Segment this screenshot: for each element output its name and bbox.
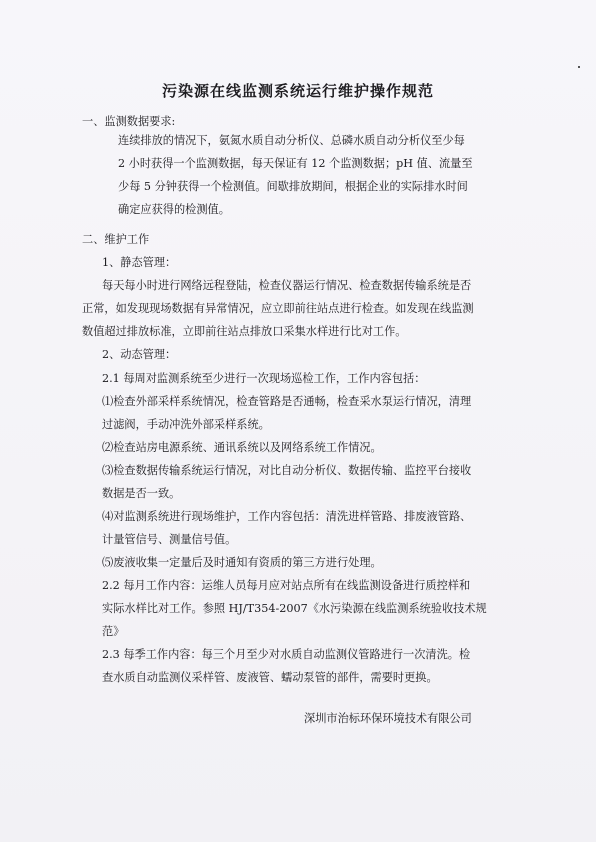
dynamic-line: ⑷对监测系统进行现场维护，工作内容包括：清洗进样管路、排废液管路、 bbox=[102, 510, 472, 523]
section1-line: 连续排放的情况下，氨氮水质自动分析仪、总磷水质自动分析仪至少每 bbox=[118, 134, 465, 147]
static-line: 每天每小时进行网络远程登陆，检查仪器运行情况、检查数据传输系统是否 bbox=[102, 279, 472, 292]
static-line: 正常，如发现现场数据有异常情况，应立即前往站点进行检查。如发现在线监测 bbox=[82, 302, 474, 315]
dynamic-line: 2.3 每季工作内容：每三个月至少对水质自动监测仪管路进行一次清洗。检 bbox=[102, 648, 471, 661]
section1-line: 少每 5 分钟获得一个检测值。间歇排放期间，根据企业的实际排水时间 bbox=[118, 180, 468, 193]
dynamic-line: 计量管信号、测量信号值。 bbox=[102, 533, 237, 546]
company-signature: 深圳市治标环保环境技术有限公司 bbox=[304, 712, 472, 725]
section1-line: 确定应获得的检测值。 bbox=[118, 203, 230, 216]
document-title: 污染源在线监测系统运行维护操作规范 bbox=[161, 82, 434, 100]
dynamic-line: ⑴检查外部采样系统情况，检查管路是否通畅，检查采水泵运行情况，清理 bbox=[102, 395, 472, 408]
dynamic-line: 数据是否一致。 bbox=[102, 487, 181, 500]
dynamic-line: ⑸废液收集一定量后及时通知有资质的第三方进行处理。 bbox=[102, 556, 382, 569]
dynamic-line: 过滤阀，手动冲洗外部采样系统。 bbox=[102, 418, 270, 431]
section2-heading: 二、维护工作 bbox=[82, 233, 150, 246]
dynamic-heading: 2、动态管理： bbox=[102, 348, 177, 361]
dynamic-line: ⑶检查数据传输系统运行情况，对比自动分析仪、数据传输、监控平台接收 bbox=[102, 464, 472, 477]
section1-heading: 一、监测数据要求: bbox=[82, 115, 176, 128]
dynamic-line: 2.2 每月工作内容：运维人员每月应对站点所有在线监测设备进行质控样和 bbox=[102, 579, 471, 592]
static-line: 数值超过排放标准，立即前往站点排放口采集水样进行比对工作。 bbox=[82, 325, 407, 338]
scan-speck bbox=[578, 66, 580, 68]
dynamic-line: 查水质自动监测仪采样管、废液管、蠕动泵管的部件，需要时更换。 bbox=[102, 671, 438, 684]
dynamic-line: ⑵检查站房电源系统、通讯系统以及网络系统工作情况。 bbox=[102, 441, 382, 454]
static-heading: 1、静态管理： bbox=[102, 256, 177, 269]
dynamic-line: 2.1 每周对监测系统至少进行一次现场巡检工作，工作内容包括： bbox=[102, 372, 426, 385]
section1-line: 2 小时获得一个监测数据，每天保证有 12 个监测数据；pH 值、流量至 bbox=[118, 157, 473, 170]
dynamic-line: 实际水样比对工作。参照 HJ/T354-2007《水污染源在线监测系统验收技术规 bbox=[102, 602, 487, 615]
dynamic-line: 范》 bbox=[102, 625, 125, 638]
